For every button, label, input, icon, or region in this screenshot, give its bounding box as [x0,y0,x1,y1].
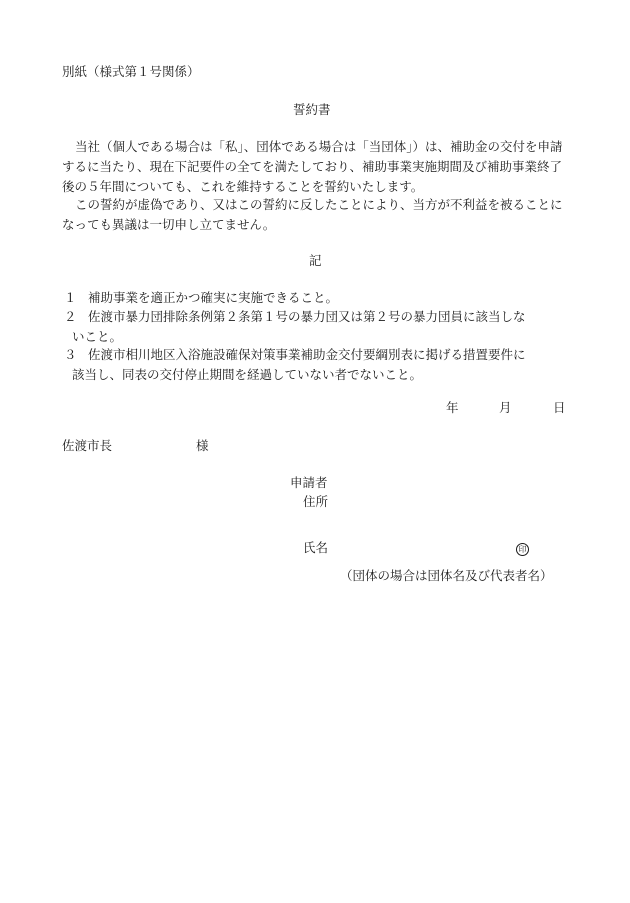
date-year-label: 年 [446,400,459,415]
ki-heading: 記 [309,253,322,268]
requirement-item-2 [62,307,567,347]
addressee-honorific: 様 [196,438,209,453]
applicant-note: （団体の場合は団体名及び代表者名） [340,568,553,583]
applicant-label: 申請者 [290,475,328,490]
item-number: １ [64,290,77,305]
item-text-line-1: 佐渡市暴力団排除条例第２条第１号の暴力団又は第２号の暴力団員に該当しな [88,309,526,324]
item-text-line-2: 該当し、同表の交付停止期間を経過していない者でないこと。 [72,367,423,382]
date-day-label: 日 [553,400,566,415]
requirement-item-1 [62,288,567,308]
pledge-paragraph-1 [62,137,567,197]
item-number: ２ [64,309,77,324]
applicant-name-label: 氏名 [303,540,329,555]
item-text-line-1: 佐渡市相川地区入浴施設確保対策事業補助金交付要綱別表に掲げる措置要件に [88,347,526,362]
item-text-line-2: いこと。 [72,329,123,344]
item-text: 補助事業を適正かつ確実に実施できること。 [88,290,339,305]
pledge-text-1: 当社（個人である場合は「私」、団体である場合は「当団体」）は、補助金の交付を申請するに当たり、現在下記要件の全てを満たしており、補助事業実施期間及び補助事業終了後の５年間についても、これを維持することを誓約いたします。 [62,139,563,194]
seal-icon: 印 [516,543,529,556]
pledge-text-2: この誓約が虚偽であり、又はこの誓約に反したことにより、当方が不利益を被ることになっても異議は一切申し立てません。 [62,197,563,232]
requirement-item-3 [62,345,567,385]
form-reference: 別紙（様式第１号関係） [62,64,200,79]
date-month-label: 月 [499,400,512,415]
item-number: ３ [64,347,77,362]
pledge-paragraph-2 [62,195,567,235]
seal-mark [516,538,529,558]
addressee-name: 佐渡市長 [62,438,113,453]
document-title: 誓約書 [293,102,331,117]
applicant-address-label: 住所 [303,494,329,509]
